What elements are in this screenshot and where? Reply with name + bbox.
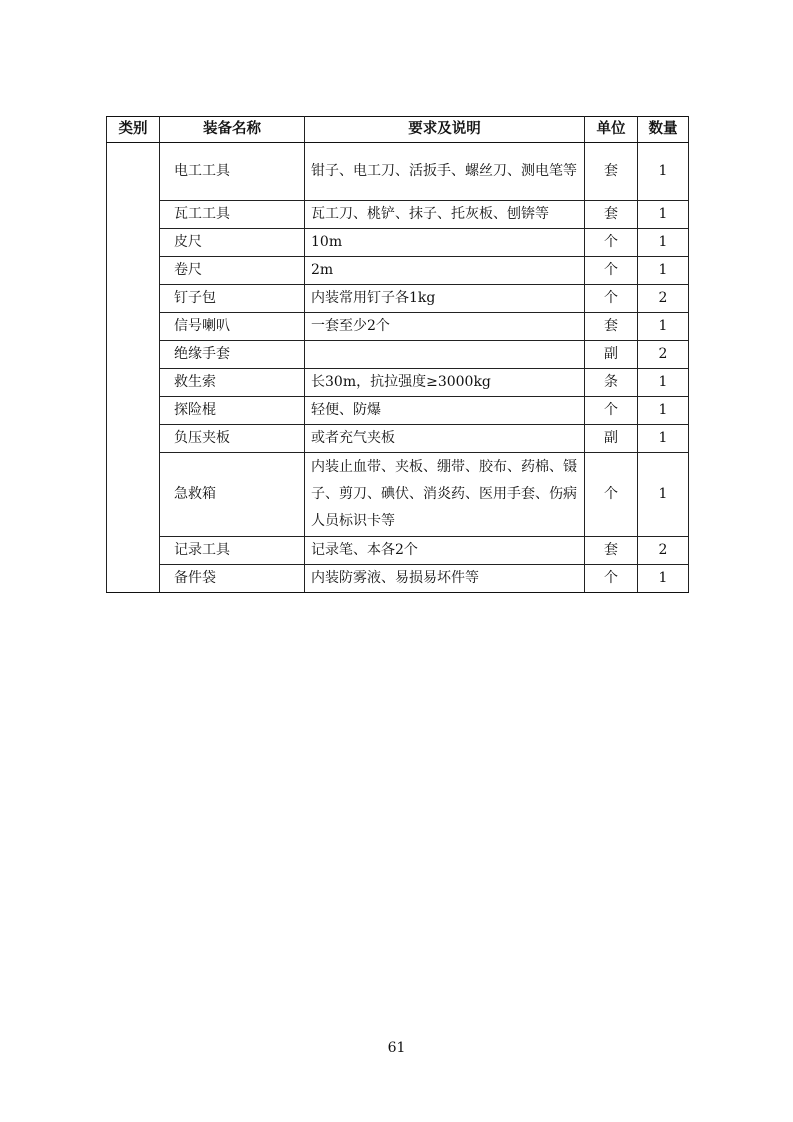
item-unit: 个 xyxy=(585,257,638,285)
table-row xyxy=(107,397,689,425)
item-quantity: 1 xyxy=(638,425,689,453)
item-unit: 个 xyxy=(585,565,638,593)
item-quantity: 1 xyxy=(638,257,689,285)
item-description: 记录笔、本各2个 xyxy=(305,537,585,565)
item-quantity: 1 xyxy=(638,453,689,537)
item-name: 卷尺 xyxy=(160,257,305,285)
item-description: 内装防雾液、易损易坏件等 xyxy=(305,565,585,593)
item-unit: 个 xyxy=(585,397,638,425)
table-row xyxy=(107,229,689,257)
item-quantity: 1 xyxy=(638,143,689,201)
item-unit: 套 xyxy=(585,537,638,565)
item-description: 瓦工刀、桃铲、抹子、托灰板、刨锛等 xyxy=(305,201,585,229)
item-unit: 套 xyxy=(585,313,638,341)
item-unit: 个 xyxy=(585,285,638,313)
table-row xyxy=(107,369,689,397)
header-quantity: 数量 xyxy=(638,117,689,143)
table-row xyxy=(107,453,689,537)
item-name: 绝缘手套 xyxy=(160,341,305,369)
table-row xyxy=(107,565,689,593)
page-number: 61 xyxy=(387,1040,406,1056)
item-name: 电工工具 xyxy=(160,143,305,201)
item-quantity: 1 xyxy=(638,397,689,425)
table-row xyxy=(107,143,689,201)
table-row xyxy=(107,537,689,565)
item-name: 备件袋 xyxy=(160,565,305,593)
equipment-table xyxy=(106,116,689,593)
item-quantity: 1 xyxy=(638,229,689,257)
item-description: 10m xyxy=(305,229,585,257)
item-description: 钳子、电工刀、活扳手、螺丝刀、测电笔等 xyxy=(305,143,585,201)
item-quantity: 2 xyxy=(638,285,689,313)
category-cell xyxy=(107,143,160,593)
item-description: 长30m，抗拉强度≥3000kg xyxy=(305,369,585,397)
item-unit: 套 xyxy=(585,143,638,201)
item-quantity: 1 xyxy=(638,565,689,593)
table-row xyxy=(107,341,689,369)
item-description: 内装常用钉子各1kg xyxy=(305,285,585,313)
item-name: 负压夹板 xyxy=(160,425,305,453)
item-quantity: 1 xyxy=(638,201,689,229)
item-unit: 副 xyxy=(585,341,638,369)
item-quantity: 1 xyxy=(638,313,689,341)
item-description: 内装止血带、夹板、绷带、胶布、药棉、镊子、剪刀、碘伏、消炎药、医用手套、伤病人员标识卡等 xyxy=(305,453,585,537)
item-quantity: 1 xyxy=(638,369,689,397)
table-row xyxy=(107,257,689,285)
item-unit: 套 xyxy=(585,201,638,229)
header-description: 要求及说明 xyxy=(305,117,585,143)
item-name: 瓦工工具 xyxy=(160,201,305,229)
item-quantity: 2 xyxy=(638,537,689,565)
item-unit: 个 xyxy=(585,453,638,537)
item-unit: 个 xyxy=(585,229,638,257)
item-name: 探险棍 xyxy=(160,397,305,425)
item-quantity: 2 xyxy=(638,341,689,369)
table-row xyxy=(107,285,689,313)
table-header-row xyxy=(107,117,689,143)
item-name: 急救箱 xyxy=(160,453,305,537)
header-category: 类别 xyxy=(107,117,160,143)
item-name: 记录工具 xyxy=(160,537,305,565)
item-name: 皮尺 xyxy=(160,229,305,257)
item-name: 钉子包 xyxy=(160,285,305,313)
header-unit: 单位 xyxy=(585,117,638,143)
item-description xyxy=(305,341,585,369)
table-row xyxy=(107,313,689,341)
item-description: 或者充气夹板 xyxy=(305,425,585,453)
item-name: 救生索 xyxy=(160,369,305,397)
item-description: 轻便、防爆 xyxy=(305,397,585,425)
item-description: 一套至少2个 xyxy=(305,313,585,341)
header-name: 装备名称 xyxy=(160,117,305,143)
table-row xyxy=(107,201,689,229)
item-description: 2m xyxy=(305,257,585,285)
item-unit: 副 xyxy=(585,425,638,453)
item-unit: 条 xyxy=(585,369,638,397)
table-row xyxy=(107,425,689,453)
item-name: 信号喇叭 xyxy=(160,313,305,341)
